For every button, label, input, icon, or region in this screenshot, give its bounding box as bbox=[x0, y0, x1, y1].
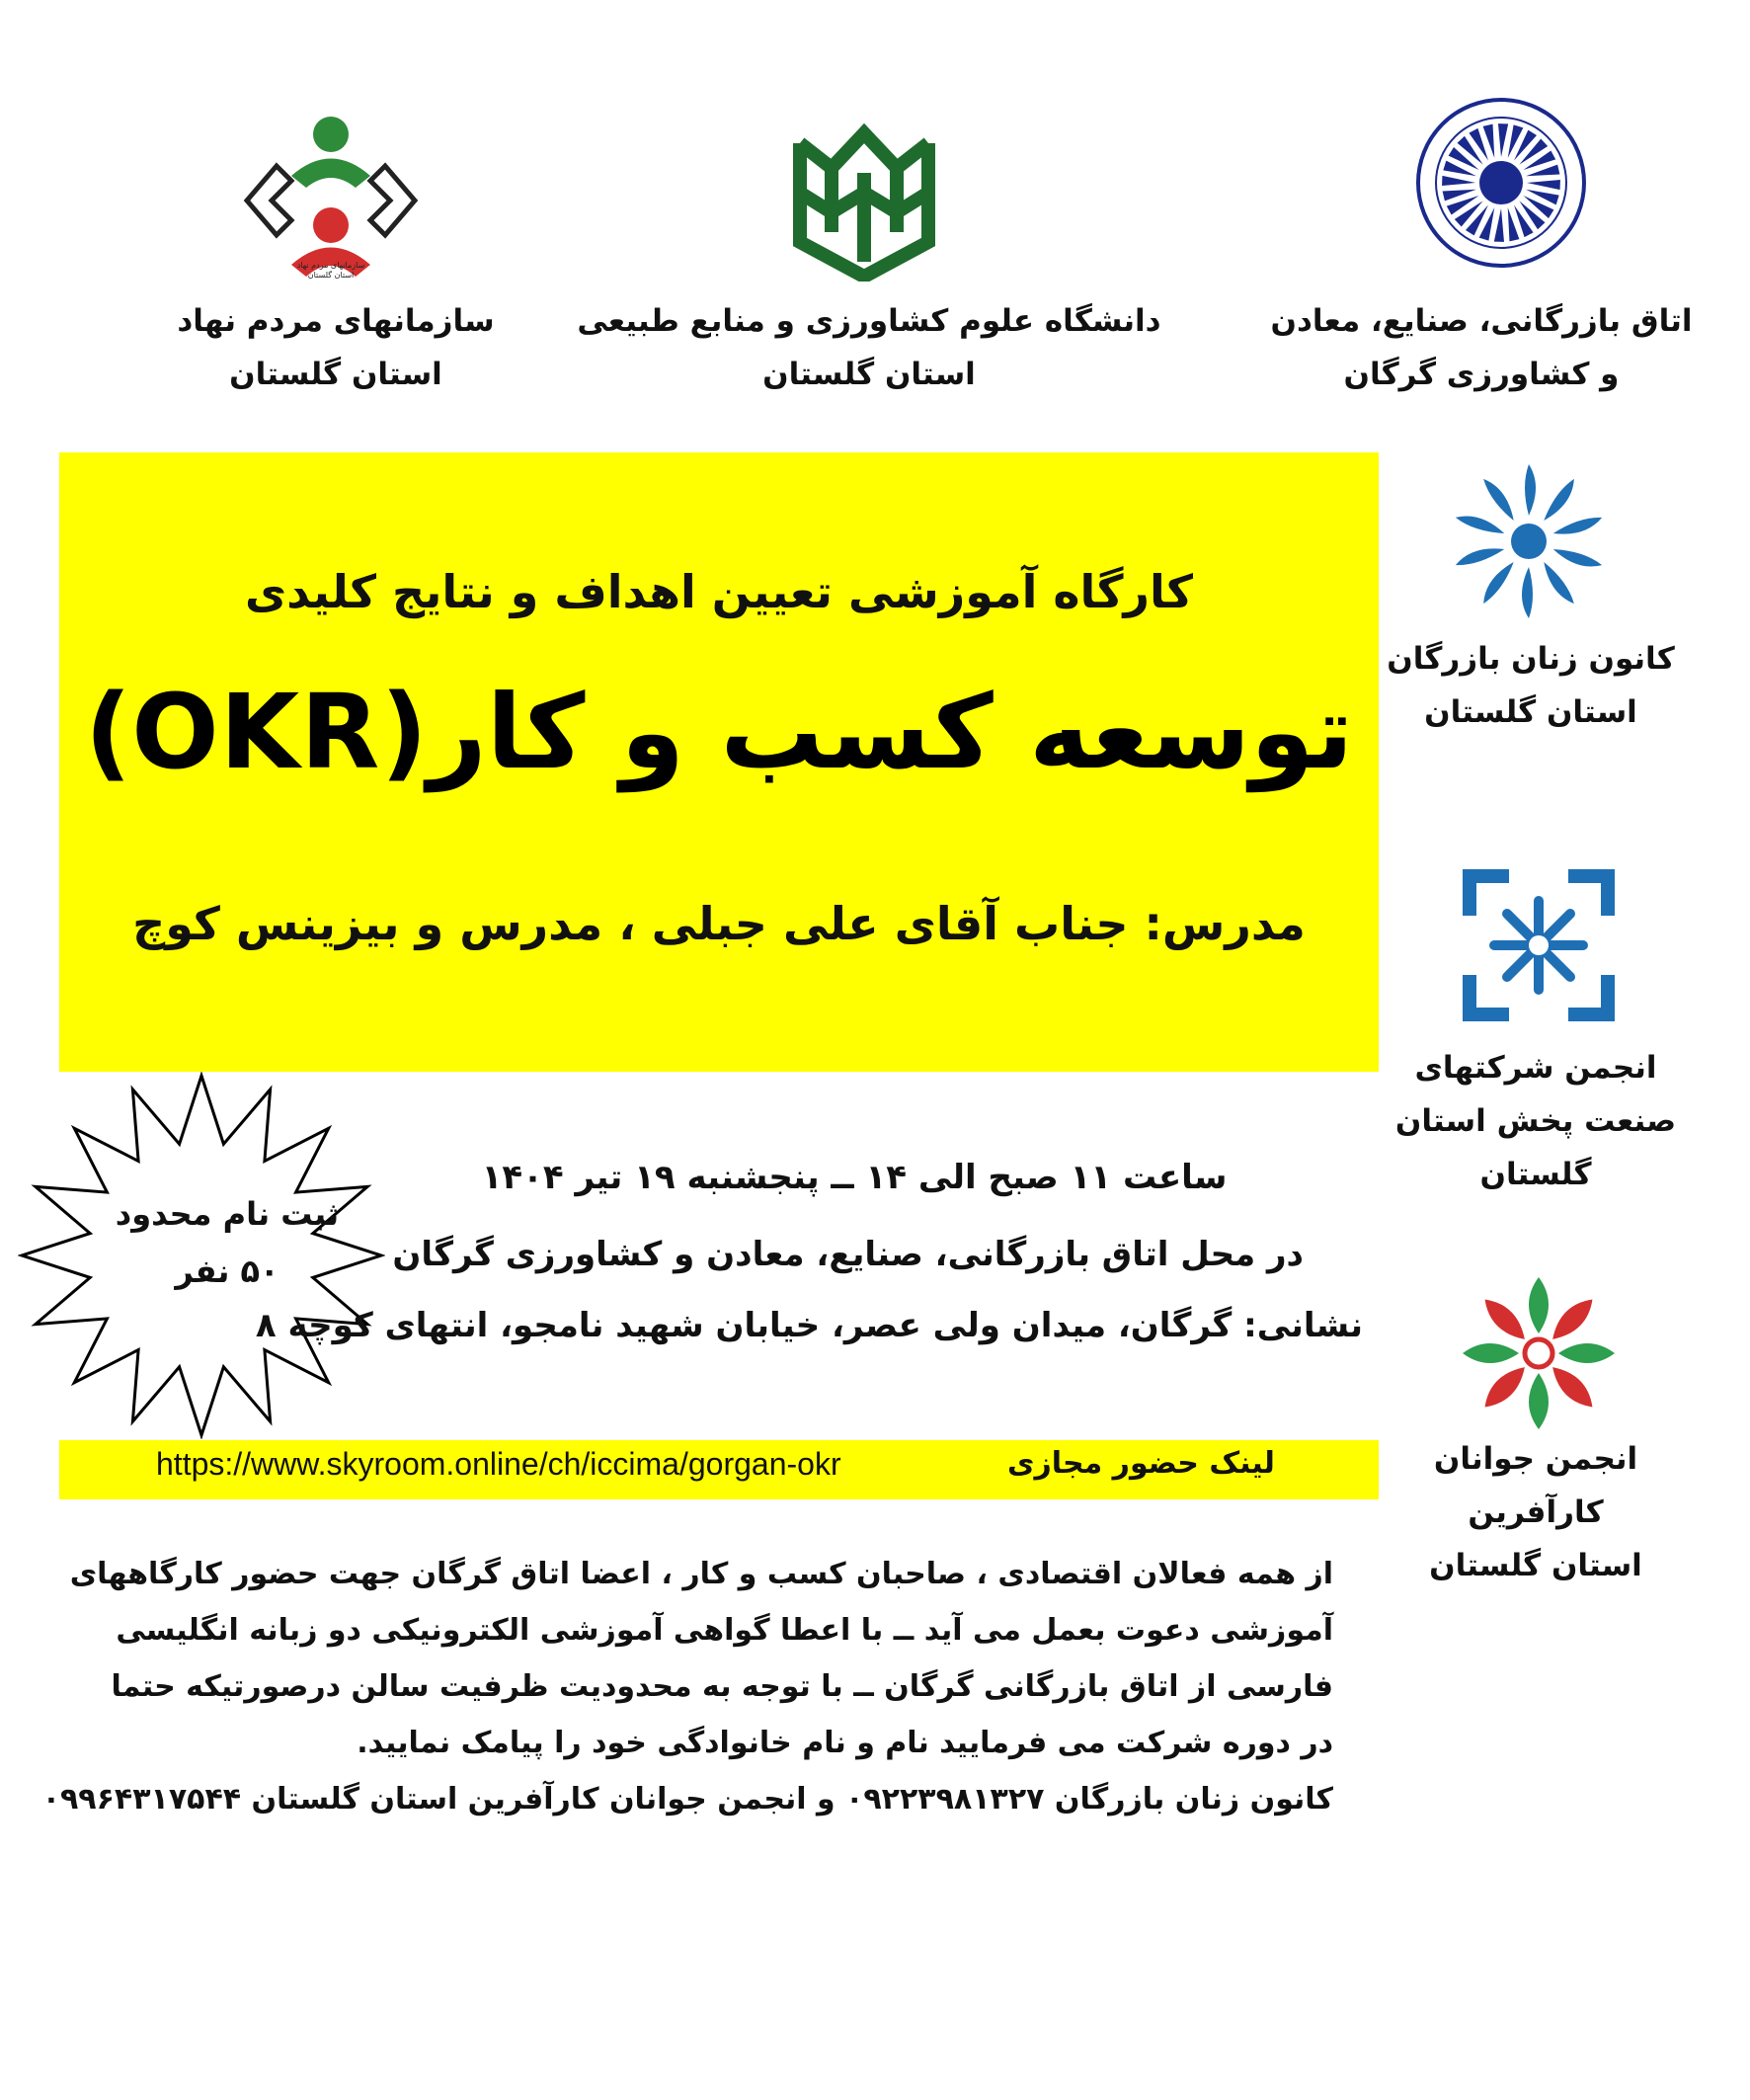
youth-caption-line-1: انجمن جوانان bbox=[1433, 1441, 1638, 1477]
registration-line-2: ۵۰ نفر bbox=[175, 1252, 279, 1290]
distribution-logo bbox=[1460, 866, 1618, 1024]
university-caption bbox=[573, 294, 1165, 401]
contact-line: کانون زنان بازرگان ۰۹۲۲۳۹۸۱۳۲۷ و انجمن جوانان کارآفرین استان گلستان ۰۹۹۶۴۳۱۷۵۴۴ bbox=[41, 1782, 1333, 1817]
youth-caption-line-3: استان گلستان bbox=[1429, 1548, 1642, 1583]
women-association-caption bbox=[1383, 632, 1679, 739]
ngo-caption-line-2: استان گلستان bbox=[229, 357, 442, 392]
distribution-caption-line-1: انجمن شرکتهای bbox=[1414, 1050, 1657, 1086]
workshop-title: توسعه کسب و کار(OKR) bbox=[84, 672, 1354, 792]
youth-association-caption bbox=[1383, 1432, 1689, 1592]
youth-association-logo bbox=[1445, 1269, 1632, 1437]
invitation-line: در دوره شرکت می فرمایید نام و نام خانوادگی خود را پیامک نمایید. bbox=[357, 1726, 1333, 1760]
youth-caption-line-2: کارآفرین bbox=[1468, 1494, 1604, 1530]
online-link-label: لینک حضور مجازی bbox=[1007, 1446, 1275, 1481]
ngo-caption bbox=[148, 294, 523, 401]
event-time: ساعت ۱۱ صبح الی ۱۴ ــ پنجشنبه ۱۹ تیر ۱۴۰۴ bbox=[481, 1158, 1228, 1197]
women-caption-line-1: کانون زنان بازرگان bbox=[1387, 641, 1675, 677]
registration-text bbox=[109, 1185, 346, 1300]
invitation-line: از همه فعالان اقتصادی ، صاحبان کسب و کار ، اعضا اتاق گرگان جهت حضور کارگاههای bbox=[69, 1557, 1333, 1591]
chamber-caption-line-2: و کشاورزی گرگان bbox=[1343, 357, 1620, 392]
women-caption-line-2: استان گلستان bbox=[1424, 694, 1637, 730]
invitation-paragraph bbox=[41, 1546, 1333, 1827]
online-link[interactable]: https://www.skyroom.online/ch/iccima/gorgan-okr bbox=[156, 1446, 841, 1482]
chamber-caption bbox=[1254, 294, 1709, 401]
chamber-caption-line-1: اتاق بازرگانی، صنایع، معادن bbox=[1270, 303, 1693, 339]
women-association-logo bbox=[1444, 456, 1614, 626]
ngo-caption-line-1: سازمانهای مردم نهاد bbox=[177, 303, 495, 339]
invitation-line: فارسی از اتاق بازرگانی گرگان ــ با توجه به محدودیت ظرفیت سالن درصورتیکه حتما bbox=[111, 1669, 1333, 1704]
event-address: نشانی: گرگان، میدان ولی عصر، خیابان شهید نامجو، انتهای کوچه ۸ bbox=[255, 1306, 1363, 1345]
chamber-logo bbox=[1412, 94, 1590, 272]
ngo-logo bbox=[237, 107, 425, 294]
instructor-line: مدرس: جناب آقای علی جبلی ، مدرس و بیزینس کوچ bbox=[132, 897, 1306, 950]
distribution-caption-line-2: صنعت پخش استان bbox=[1394, 1103, 1677, 1139]
workshop-subtitle: کارگاه آموزشی تعیین اهداف و نتایج کلیدی bbox=[244, 565, 1194, 618]
invitation-line: آموزشی دعوت بعمل می آید ــ با اعطا گواهی آموزشی الکترونیکی دو زبانه انگلیسی bbox=[116, 1613, 1333, 1648]
ngo-logo-text: سازمانهای مردم نهاد استان گلستان bbox=[296, 261, 365, 280]
university-logo bbox=[780, 114, 948, 282]
registration-line-1: ثبت نام محدود bbox=[115, 1195, 340, 1233]
university-caption-line-2: استان گلستان bbox=[762, 357, 976, 392]
distribution-caption bbox=[1383, 1041, 1689, 1201]
event-venue: در محل اتاق بازرگانی، صنایع، معادن و کشاورزی گرگان bbox=[392, 1235, 1304, 1274]
university-caption-line-1: دانشگاه علوم کشاورزی و منابع طبیعی bbox=[577, 303, 1161, 339]
distribution-caption-line-3: گلستان bbox=[1479, 1157, 1592, 1192]
